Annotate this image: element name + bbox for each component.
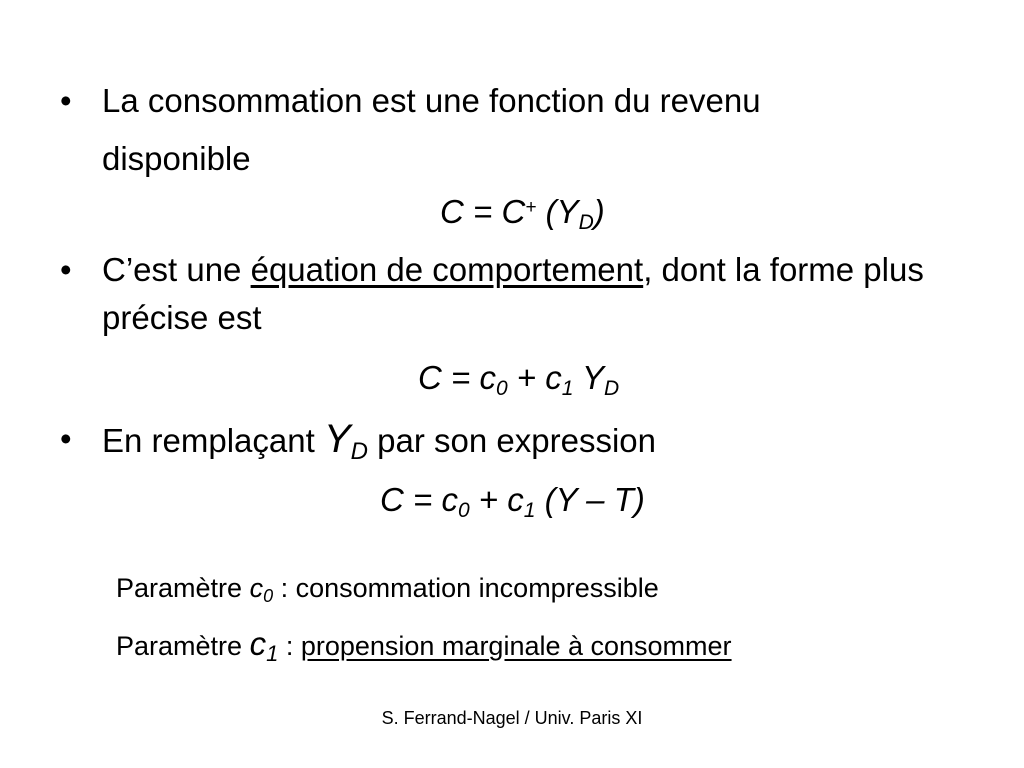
equation-linear-consumption: $C = c_0 + c_1$ $Y_D$ xyxy=(418,359,620,400)
underlined-term: propension marginale à consommer xyxy=(300,631,732,661)
bullet-equation-comportement: • C’est une équation de comportement, dont la forme plus précise est xyxy=(60,246,940,342)
variable-yd: $Y_D$ xyxy=(323,417,368,465)
bullet-marker: • xyxy=(60,420,72,457)
bullet1-line2: disponible xyxy=(102,140,251,177)
param-c0: Paramètre $c_0$ : consommation incompressible xyxy=(116,573,659,606)
bullet-marker: • xyxy=(60,82,72,119)
equation-with-taxes: $C = c_0 + c_1$ (Y – T) xyxy=(380,481,645,522)
bullet1-line1: La consommation est une fonction du revenu xyxy=(102,82,761,119)
bullet-marker: • xyxy=(60,251,72,288)
underlined-term: équation de comportement xyxy=(250,251,644,288)
param-c1: Paramètre $c_1$ : propension marginale à consommer xyxy=(116,625,732,666)
equation-consumption-function: C = C+ $(Y_D)$ xyxy=(440,193,605,234)
slide-footer: S. Ferrand-Nagel / Univ. Paris XI xyxy=(381,708,643,728)
bullet-consommation xyxy=(60,76,940,184)
bullet-remplacant: • En remplaçant $Y_D$ par son expression xyxy=(60,414,940,466)
